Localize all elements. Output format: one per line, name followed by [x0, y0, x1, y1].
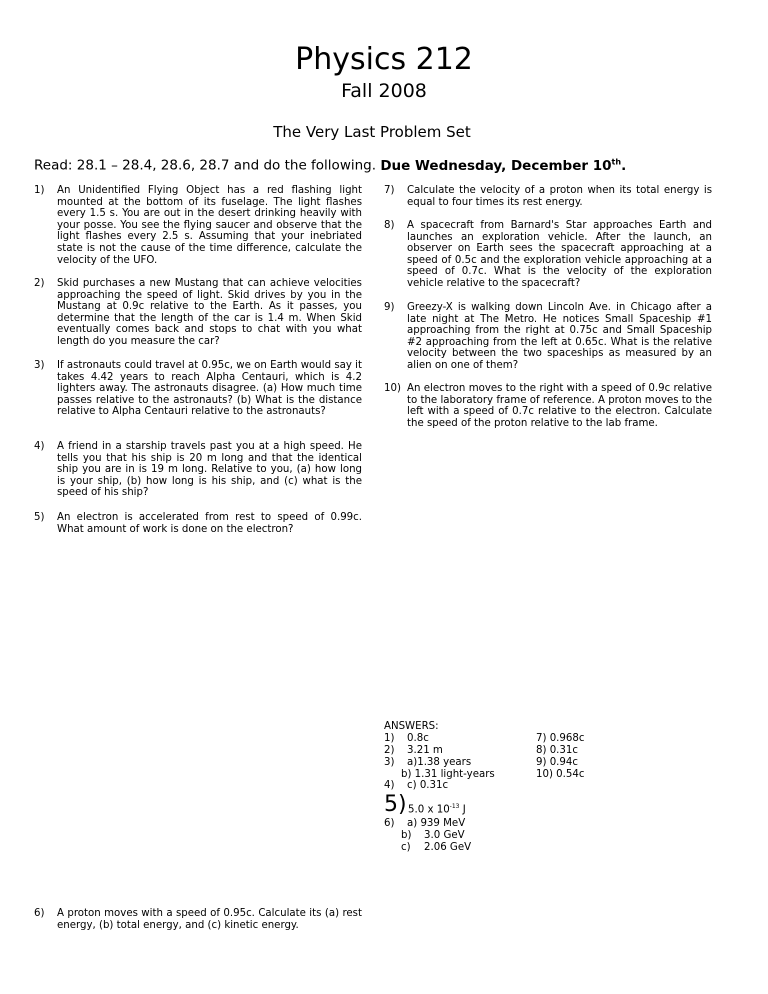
answer-6a: a) 939 MeV [407, 818, 466, 830]
problem-3 [34, 360, 362, 418]
problem-set-title: The Very Last Problem Set [273, 123, 471, 141]
problem-number: 3) [34, 360, 45, 371]
answer-number: 1) [384, 732, 395, 744]
problem-text: Greezy-X is walking down Lincoln Ave. in Chicago after a late night at The Metro. He notices Small Spaceship #1 approaching from the right at 0.75c and Small Spaceship #2 approaching from the left at 0.65c. What is the relative velocity between the two spaceships as measured by an alien on one of them? [407, 302, 712, 371]
answer-2: 3.21 m [407, 744, 443, 756]
problem-text: A proton moves with a speed of 0.95c. Calculate its (a) rest energy, (b) total energy, and (c) kinetic energy. [57, 908, 362, 931]
answer-7: 7) 0.968c [536, 732, 585, 744]
problem-7 [384, 185, 712, 208]
problem-4 [34, 441, 362, 499]
problem-number: 8) [384, 220, 395, 231]
answer-4: c) 0.31c [407, 780, 449, 792]
answer-6b: 3.0 GeV [424, 830, 465, 842]
answer-number: 4) [384, 780, 395, 792]
problem-text: A friend in a starship travels past you at a high speed. He tells you that his ship is 20 m long and that the identical ship you are in is 19 m long. Relative to you, (a) how long is your ship, (b) how long is his ship, and (c) what is the speed of his ship? [57, 441, 362, 499]
problem-number: 2) [34, 278, 45, 289]
answer-3b: b) 1.31 light-years [401, 768, 495, 780]
answer-number: 5) [384, 792, 407, 818]
course-title: Physics 212 [295, 42, 473, 77]
problem-9 [384, 302, 712, 372]
answer-8: 8) 0.31c [536, 744, 578, 756]
problem-number: 10) [384, 383, 401, 394]
reading-text: Read: 28.1 – 28.4, 28.6, 28.7 and do the following. [34, 157, 381, 174]
answer-5 [384, 792, 714, 818]
answer-number: 6) [384, 818, 395, 830]
answer-3a: a)1.38 years [407, 756, 472, 768]
answers-heading: ANSWERS: [384, 721, 439, 732]
problem-text: An electron is accelerated from rest to speed of 0.99c. What amount of work is done on the electron? [57, 512, 362, 535]
problem-8 [384, 220, 712, 290]
problem-number: 9) [384, 302, 395, 313]
problem-text: Skid purchases a new Mustang that can achieve velocities approaching the speed of light. Skid drives by you in the Mustang at 0.9c relative to the Earth. As it passes, you determine that the length of the car is 1.4 m. When Skid eventually comes back and stops to chat with you what length do you measure the car? [57, 278, 362, 347]
answer-10: 10) 0.54c [536, 768, 585, 780]
problem-number: 4) [34, 441, 45, 452]
problem-1 [34, 185, 362, 266]
problem-6 [34, 908, 362, 931]
answers-section [384, 721, 714, 854]
reading-assignment [34, 157, 626, 174]
problem-number: 1) [34, 185, 45, 196]
term-label: Fall 2008 [341, 80, 427, 102]
problem-text: Calculate the velocity of a proton when its total energy is equal to four times its rest energy. [407, 185, 712, 208]
problem-2 [34, 278, 362, 348]
due-date: Due Wednesday, December 10th. [380, 157, 627, 174]
answer-6b-label: b) [401, 830, 412, 842]
answer-1: 0.8c [407, 732, 429, 744]
problem-text: An electron moves to the right with a speed of 0.9c relative to the laboratory frame of reference. A proton moves to the left with a speed of 0.7c relative to the electron. Calculate the speed of the proton relative to the lab frame. [407, 383, 712, 429]
problem-text: A spacecraft from Barnard's Star approaches Earth and launches an exploration vehicle. After the launch, an observer on Earth sees the spacecraft approaching at a speed of 0.5c and the exploration vehicle approaching at a speed of 0.7c. What is the velocity of the exploration vehicle relative to the spacecraft? [407, 220, 712, 289]
problem-5 [34, 512, 362, 535]
problem-number: 7) [384, 185, 395, 196]
problem-text: If astronauts could travel at 0.95c, we on Earth would say it takes 4.42 years to reach Alpha Centauri, which is 4.2 lighters away. The astronauts disagree. (a) How much time passes relative to the astronauts? (b) What is the distance relative to Alpha Centauri relative to the astronauts? [57, 360, 362, 418]
problem-number: 5) [34, 512, 45, 523]
problem-10 [384, 383, 712, 429]
answer-6c: 2.06 GeV [424, 842, 472, 854]
problem-number: 6) [34, 908, 45, 919]
answer-9: 9) 0.94c [536, 756, 578, 768]
answer-6c-label: c) [401, 842, 411, 854]
answer-number: 3) [384, 756, 395, 768]
problem-text: An Unidentified Flying Object has a red flashing light mounted at the bottom of its fuselage. The light flashes every 1.5 s. You are out in the desert drinking heavily with your posse. You see the flying saucer and observe that the light flashes every 2.5 s. Assuming that your inebriated state is not the cause of the time difference, calculate the velocity of the UFO. [57, 185, 362, 266]
answer-5-value: 5.0 x $10^{-13}$ J [408, 803, 466, 816]
answer-number: 2) [384, 744, 395, 756]
